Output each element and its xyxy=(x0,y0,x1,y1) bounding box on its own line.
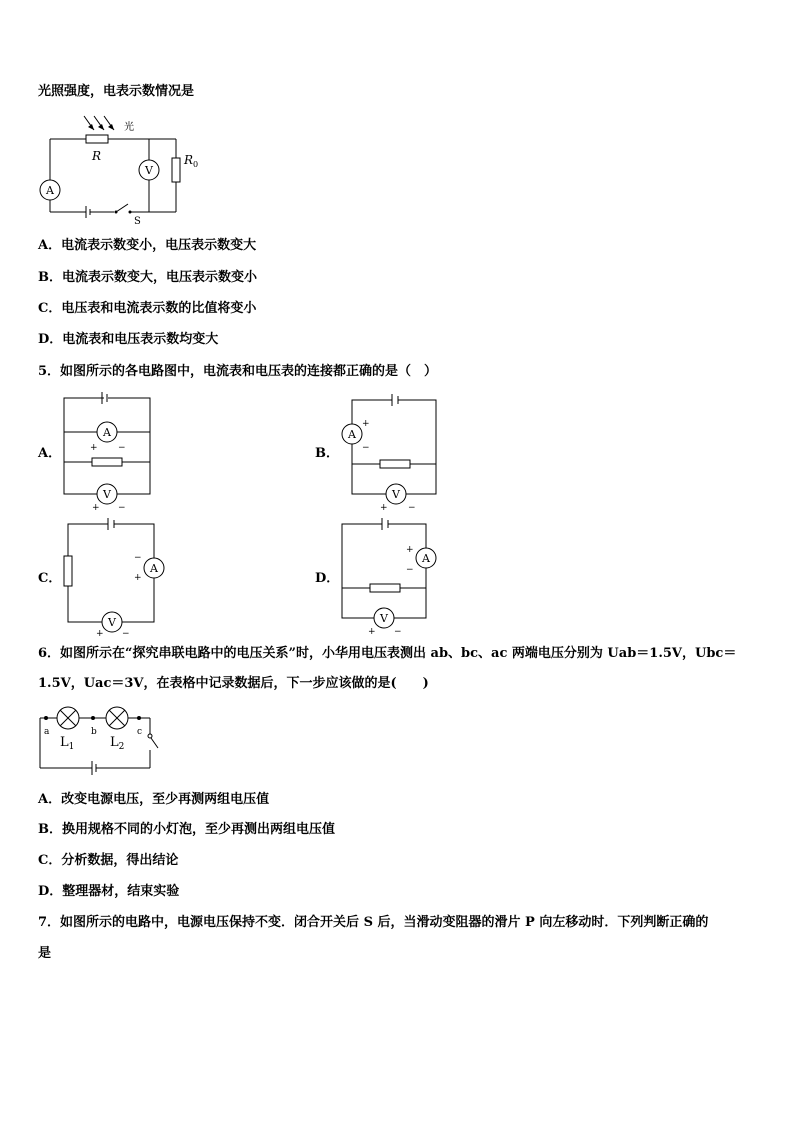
svg-text:V: V xyxy=(392,488,400,501)
svg-text:c: c xyxy=(137,727,143,737)
q4-circuit-figure xyxy=(38,112,208,227)
q5-circuit-d xyxy=(342,516,432,640)
switch-label: S xyxy=(134,216,141,227)
svg-text:+: + xyxy=(134,573,142,583)
q6-stem-line1: 6．如图所示在“探究串联电路中的电压关系”时，小华用电压表测出 ab、bc、ac 两端电压分别为 Uab＝1.5V，Ubc＝ xyxy=(38,646,737,661)
switch xyxy=(151,738,158,748)
svg-text:−: − xyxy=(406,565,414,575)
svg-text:V: V xyxy=(108,616,116,629)
svg-text:A: A xyxy=(103,426,111,439)
q4-option-b: B．电流表示数变大，电压表示数变小 xyxy=(38,270,257,285)
q6-stem-line2: 1.5V，Uac＝3V，在表格中记录数据后，下一步应该做的是( ) xyxy=(38,676,429,691)
svg-text:b: b xyxy=(91,727,97,737)
q4-option-d: D．电流表和电压表示数均变大 xyxy=(38,332,219,347)
svg-text:V: V xyxy=(103,488,111,501)
q4-stem-tail: 光照强度，电表示数情况是 xyxy=(38,84,195,99)
q7-stem-line1: 7．如图所示的电路中，电源电压保持不变．闭合开关后 S 后，当滑动变阻器的滑片 P 向左移动时．下列判断正确的 xyxy=(38,915,709,930)
svg-text:+: + xyxy=(368,627,376,637)
resistor-r-label: R xyxy=(92,149,102,163)
q5-circuit-c xyxy=(68,516,158,640)
q5-label-c: C． xyxy=(38,571,62,586)
svg-text:+: + xyxy=(406,545,414,555)
switch-s xyxy=(116,204,128,212)
light-arrows-icon xyxy=(84,116,114,130)
svg-text:+: + xyxy=(96,629,104,639)
q5-label-d: D． xyxy=(315,571,340,586)
resistor-r0-label: $R_0$ xyxy=(184,153,199,169)
light-label: 光 xyxy=(124,122,134,133)
q6-option-b: B．换用规格不同的小灯泡，至少再测出两组电压值 xyxy=(38,822,335,837)
svg-text:V: V xyxy=(380,612,388,625)
svg-text:+: + xyxy=(362,419,370,429)
svg-text:−: − xyxy=(394,627,402,637)
svg-text:+: + xyxy=(92,503,100,513)
voltmeter-label: V xyxy=(145,164,153,177)
ammeter-label: A xyxy=(46,184,54,197)
svg-text:−: − xyxy=(134,553,142,563)
svg-text:−: − xyxy=(122,629,130,639)
q6-option-c: C．分析数据，得出结论 xyxy=(38,853,179,868)
q6-option-a: A．改变电源电压，至少再测两组电压值 xyxy=(38,792,270,807)
q6-option-d: D．整理器材，结束实验 xyxy=(38,884,180,899)
svg-text:+: + xyxy=(90,443,98,453)
q5-label-a: A． xyxy=(38,446,62,461)
svg-text:−: − xyxy=(362,443,370,453)
svg-text:a: a xyxy=(44,727,50,737)
svg-text:A: A xyxy=(422,552,430,565)
svg-text:−: − xyxy=(118,503,126,513)
svg-text:+: + xyxy=(380,503,388,513)
q5-circuit-b xyxy=(348,392,442,513)
q4-option-a: A．电流表示数变小，电压表示数变大 xyxy=(38,238,257,253)
photoresistor-r xyxy=(86,135,108,143)
lamp-l1-label: $L_1$ xyxy=(60,735,75,752)
lamp-l2-label: $L_2$ xyxy=(110,735,125,752)
svg-text:−: − xyxy=(408,503,416,513)
q4-option-c: C．电压表和电流表示数的比值将变小 xyxy=(38,301,257,316)
q6-circuit-figure xyxy=(38,704,168,776)
q7-stem-line2: 是 xyxy=(38,946,52,961)
q5-circuit-a xyxy=(64,390,154,513)
svg-text:A: A xyxy=(348,428,356,441)
svg-text:A: A xyxy=(150,562,158,575)
resistor-r0 xyxy=(172,158,180,182)
q5-label-b: B． xyxy=(315,446,339,461)
q5-stem: 5．如图所示的各电路图中，电流表和电压表的连接都正确的是（ ） xyxy=(38,364,438,379)
svg-text:−: − xyxy=(118,443,126,453)
